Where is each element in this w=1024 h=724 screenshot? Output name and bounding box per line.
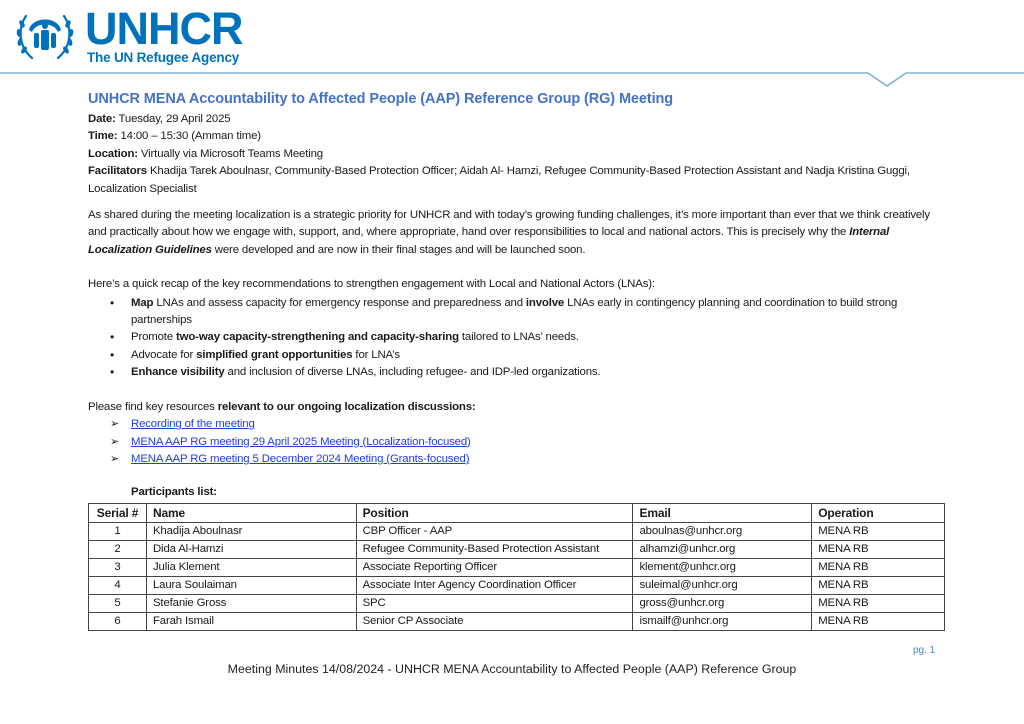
meta-date xyxy=(88,111,948,128)
recap-lead: Here’s a quick recap of the key recommendations to strengthen engagement with Local and National Actors (LNAs): xyxy=(88,278,655,291)
intro-text-1: As shared during the meeting localization is a strategic priority for UNHCR and with today’s growing funding challenges, it’s more important than ever that we think creatively and practically about how we engage with, support, and, where appropriate, hand over responsibilities to local and national actors. This is precisely why the xyxy=(88,209,930,239)
link-december-2024-meeting[interactable]: MENA AAP RG meeting 5 December 2024 Meeting (Grants-focused) xyxy=(131,452,470,465)
email-cell: aboulnas@unhcr.org xyxy=(633,522,812,540)
location-label: Location: xyxy=(88,147,138,160)
position-cell: CBP Officer - AAP xyxy=(356,522,633,540)
name-cell: Stefanie Gross xyxy=(146,594,356,612)
table-row xyxy=(89,558,945,576)
link-recording[interactable]: Recording of the meeting xyxy=(131,418,255,431)
position-cell: Senior CP Associate xyxy=(356,612,633,630)
participants-label: Participants list: xyxy=(131,486,217,499)
serial-cell: 2 xyxy=(89,540,147,558)
position-cell: Associate Inter Agency Coordination Officer xyxy=(356,576,633,594)
list-item xyxy=(88,329,948,346)
name-cell: Khadija Aboulnasr xyxy=(146,522,356,540)
facilitators-value: Khadija Tarek Aboulnasr, Community-Based Protection Officer; Aidah Al- Hamzi, Refugee Community-Based Protection Assistant and Nadja Kristina Guggi, Localization Specialist xyxy=(88,165,910,195)
serial-cell: 6 xyxy=(89,612,147,630)
list-item xyxy=(88,364,948,381)
bullet-icon: • xyxy=(110,330,115,345)
serial-cell: 4 xyxy=(89,576,147,594)
column-header: Serial # xyxy=(89,503,147,522)
operation-cell: MENA RB xyxy=(812,522,945,540)
name-cell: Laura Soulaiman xyxy=(146,576,356,594)
table-row xyxy=(89,612,945,630)
position-cell: SPC xyxy=(356,594,633,612)
table-row xyxy=(89,594,945,612)
item-text: and inclusion of diverse LNAs, including refugee- and IDP-led organizations. xyxy=(224,366,601,379)
intro-text-2: were developed and are now in their final stages and will be launched soon. xyxy=(211,243,586,256)
list-item xyxy=(88,347,948,364)
list-item xyxy=(88,451,948,468)
facilitators-label: Facilitators xyxy=(88,165,147,178)
bullet-icon: • xyxy=(110,295,115,310)
page-bottom xyxy=(0,645,1024,701)
item-text: Promote xyxy=(131,331,177,344)
item-bold: simplified grant opportunities xyxy=(196,348,353,361)
item-bold: Enhance visibility xyxy=(131,366,225,379)
list-item xyxy=(88,434,948,451)
document-title: UNHCR MENA Accountability to Affected People (AAP) Reference Group (RG) Meeting xyxy=(88,91,674,107)
resources-lead-bold: relevant to our ongoing localization discussions: xyxy=(217,400,476,413)
logo-wordmark: UNHCR xyxy=(85,3,243,54)
arrow-bullet-icon: ➢ xyxy=(110,418,120,431)
recommendations-list xyxy=(88,295,948,382)
item-text: for LNA’s xyxy=(352,348,400,361)
name-cell: Julia Klement xyxy=(146,558,356,576)
serial-cell: 1 xyxy=(89,522,147,540)
arrow-bullet-icon: ➢ xyxy=(110,452,120,465)
meta-facilitators xyxy=(88,163,948,198)
operation-cell: MENA RB xyxy=(812,576,945,594)
column-header: Email xyxy=(633,503,812,522)
table-row xyxy=(89,576,945,594)
item-text: tailored to LNAs’ needs. xyxy=(458,331,579,344)
position-cell: Associate Reporting Officer xyxy=(356,558,633,576)
operation-cell: MENA RB xyxy=(812,558,945,576)
operation-cell: MENA RB xyxy=(812,594,945,612)
bullet-icon: • xyxy=(110,365,115,380)
link-april-2025-meeting[interactable]: MENA AAP RG meeting 29 April 2025 Meeting (Localization-focused) xyxy=(131,435,471,448)
bullet-icon: • xyxy=(110,347,115,362)
item-text: LNAs early in contingency planning and coordination to build strong partnerships xyxy=(131,296,898,327)
meta-location xyxy=(88,146,948,163)
column-header: Position xyxy=(356,503,633,522)
position-cell: Refugee Community-Based Protection Assistant xyxy=(356,540,633,558)
date-value: Tuesday, 29 April 2025 xyxy=(115,113,231,125)
table-row xyxy=(89,540,945,558)
date-label: Date: xyxy=(88,113,116,125)
serial-cell: 5 xyxy=(89,594,147,612)
item-text: LNAs and assess capacity for emergency response and preparedness and xyxy=(153,296,526,309)
item-bold: Map xyxy=(131,296,154,309)
table-header-row xyxy=(89,503,945,522)
list-item xyxy=(88,295,948,330)
participants-table xyxy=(88,503,945,631)
page-footer: Meeting Minutes 14/08/2024 - UNHCR MENA Accountability to Affected People (AAP) Reference Group xyxy=(227,661,797,676)
email-cell: suleimal@unhcr.org xyxy=(633,576,812,594)
email-cell: gross@unhcr.org xyxy=(633,594,812,612)
serial-cell: 3 xyxy=(89,558,147,576)
column-header: Name xyxy=(146,503,356,522)
email-cell: alhamzi@unhcr.org xyxy=(633,540,812,558)
name-cell: Farah Ismail xyxy=(146,612,356,630)
location-value: Virtually via Microsoft Teams Meeting xyxy=(137,147,323,160)
page-number: pg. 1 xyxy=(913,644,936,656)
logo-tagline: The UN Refugee Agency xyxy=(87,50,240,65)
email-cell: ismailf@unhcr.org xyxy=(633,612,812,630)
operation-cell: MENA RB xyxy=(812,540,945,558)
column-header: Operation xyxy=(812,503,945,522)
email-cell: klement@unhcr.org xyxy=(633,558,812,576)
arrow-bullet-icon: ➢ xyxy=(110,435,120,448)
resources-lead-text: Please find key resources xyxy=(88,400,218,413)
intro-emphasis: Internal Localization Guidelines xyxy=(88,226,890,256)
item-bold: two-way capacity-strengthening and capacity-sharing xyxy=(176,331,459,344)
operation-cell: MENA RB xyxy=(812,612,945,630)
resources-lead xyxy=(88,399,948,416)
meta-time xyxy=(88,128,948,145)
resources-list xyxy=(88,416,948,468)
list-item xyxy=(88,416,948,433)
time-label: Time: xyxy=(88,130,118,143)
name-cell: Dida Al-Hamzi xyxy=(146,540,356,558)
table-row xyxy=(89,522,945,540)
item-bold: involve xyxy=(525,296,565,309)
item-text: Advocate for xyxy=(131,348,197,361)
time-value: 14:00 – 15:30 (Amman time) xyxy=(117,130,261,143)
intro-paragraph xyxy=(88,207,948,259)
